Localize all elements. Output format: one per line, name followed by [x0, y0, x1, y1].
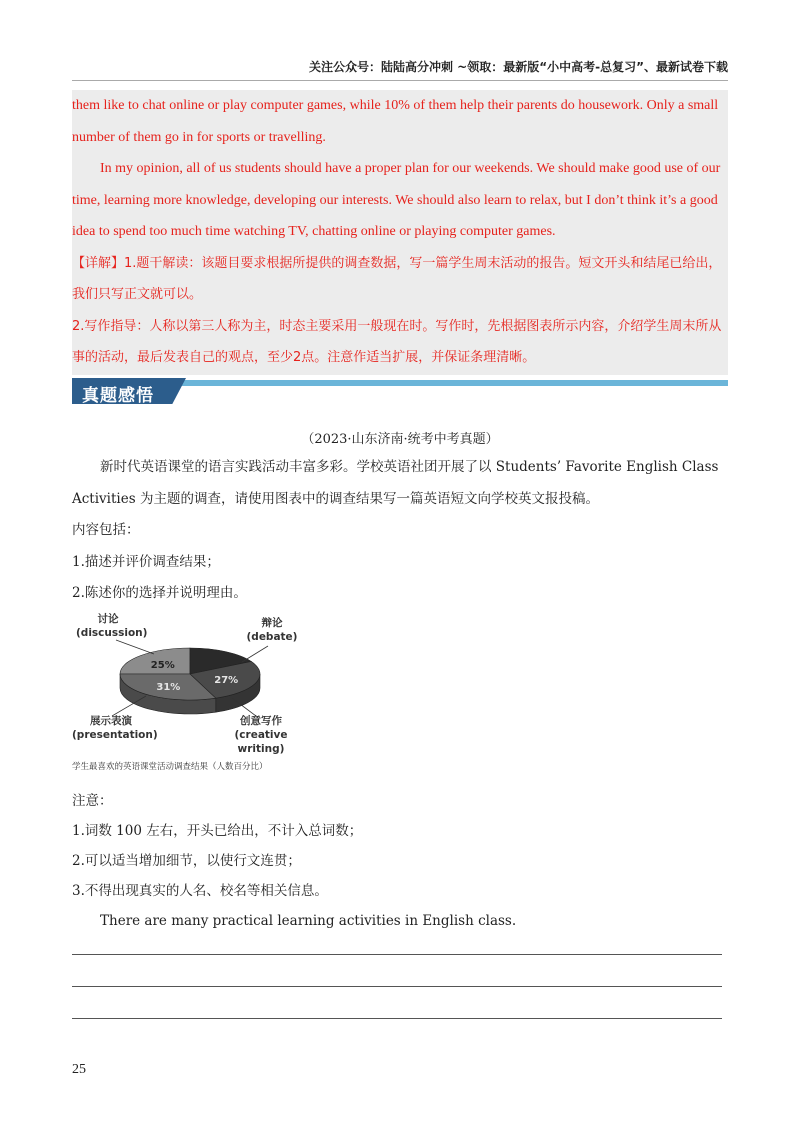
task-intro: 新时代英语课堂的语言实践活动丰富多彩。学校英语社团开展了以 Students’ Favorite English Class Activities 为主题的调查，请使用图表中的调查结果写一篇英语短文向学校英文报投稿。 — [72, 459, 719, 507]
label-discussion-en: (discussion) — [76, 627, 148, 639]
explanation-paragraph: 【详解】1.题干解读：该题目要求根据所提供的调查数据，写一篇学生周末活动的报告。短文开头和结尾已给出，我们只写正文就可以。 — [72, 255, 722, 302]
label-discussion-cn: 讨论 — [97, 613, 119, 625]
label-presentation-cn: 展示表演 — [90, 715, 132, 727]
pie-value-label-2: 27% — [214, 674, 239, 686]
task-body — [72, 452, 728, 610]
notes-heading: 注意： — [72, 793, 113, 809]
label-presentation — [72, 714, 158, 742]
label-creative-writing-en: (creative writing) — [234, 729, 288, 755]
explanation-paragraph: 2.写作指导：人称以第三人称为主，时态主要采用一般现在时。写作时，先根据图表所示内容，介绍学生周末所从事的活动，最后发表自己的观点，至少2点。注意作适当扩展，并保证条理清晰。 — [72, 318, 722, 365]
label-debate — [244, 616, 300, 644]
label-debate-cn: 辩论 — [261, 617, 283, 629]
pie-chart — [72, 610, 312, 775]
content-item: 1.描述并评价调查结果； — [72, 553, 220, 570]
page-number: 25 — [72, 1062, 86, 1077]
notes-item: 2.可以适当增加细节，以使行文连贯； — [72, 853, 301, 869]
writing-line — [72, 954, 722, 955]
writing-line — [72, 986, 722, 987]
section-banner — [72, 378, 728, 404]
notes-item: 1.词数 100 左右，开头已给出，不计入总词数； — [72, 823, 363, 839]
header-divider — [72, 80, 728, 81]
pie-value-label-3: 31% — [156, 681, 181, 693]
page-header: 关注公众号：陆陆高分冲刺 ~领取：最新版“小中高考-总复习”、最新试卷下载 — [309, 60, 728, 74]
label-presentation-en: (presentation) — [72, 729, 158, 741]
essay-opening: There are many practical learning activities in English class. — [100, 913, 517, 929]
notes-block — [72, 786, 728, 936]
leader-line-0 — [116, 640, 154, 654]
answer-paragraph: them like to chat online or play computer games, while 10% of them help their parents do housework. Only a small number of them go in for sports or travelling. — [72, 98, 719, 145]
label-creative-writing — [210, 714, 312, 756]
answer-block — [72, 90, 728, 375]
content-heading: 内容包括： — [72, 522, 140, 538]
leader-line-1 — [242, 646, 268, 662]
label-debate-en: (debate) — [246, 631, 298, 643]
question-source: （2023·山东济南·统考中考真题） — [301, 432, 499, 447]
notes-item: 3.不得出现真实的人名、校名等相关信息。 — [72, 883, 328, 899]
writing-line — [72, 1018, 722, 1019]
section-title: 真题感悟 — [82, 386, 154, 406]
answer-paragraph: In my opinion, all of us students should have a proper plan for our weekends. We should make good use of our time, learning more knowledge, developing our interests. We should also learn to relax, but I don’t think it’s a good idea to spend too much time watching TV, chatting online or playing computer games. — [72, 161, 721, 239]
content-item: 2.陈述你的选择并说明理由。 — [72, 585, 247, 601]
label-discussion — [76, 612, 148, 640]
chart-caption: 学生最喜欢的英语课堂活动调查结果（人数百分比） — [72, 762, 268, 772]
label-creative-writing-cn: 创意写作 — [240, 715, 282, 727]
pie-value-label-0: 25% — [150, 659, 175, 671]
banner-bar — [172, 380, 728, 386]
